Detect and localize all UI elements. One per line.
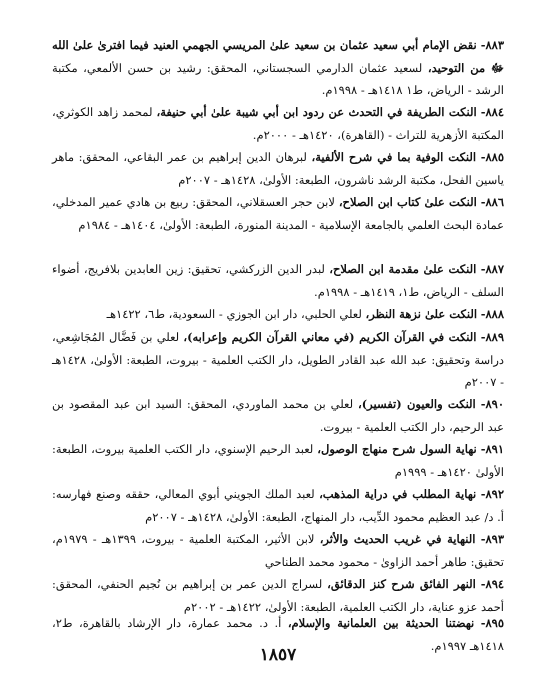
entry-number: ٨٩٤- xyxy=(480,577,505,591)
entry-title: النهر الفائق شرح كنز الدقائق، xyxy=(327,577,476,591)
entry-title: النكت علىٰ نزهة النظر، xyxy=(365,307,478,321)
bibliography-entry-885 xyxy=(52,146,504,191)
entry-details: لسعيد عثمان الدارمي السجستاني، المحقق: رشيد بن حسن الألمعي، مكتبة الرشد - الرياض، ط١ ١٤١٨هـ - ١٩٩٨م. xyxy=(52,60,504,97)
entry-details: لابن حجر العسقلاني، المحقق: ربيع بن هادي عمير المدخلي، عمادة البحث العلمي بالجامعة الإسلامية - المدينة المنورة، الطبعة: الأولىٰ، ١٤٠٤هـ - ١٩٨٤م xyxy=(52,195,504,232)
entry-number: ٨٩٢- xyxy=(480,487,504,501)
entry-number: ٨٩٣- xyxy=(480,532,504,546)
entry-number: ٨٨٧- xyxy=(480,262,505,276)
entry-title: النهاية في غريب الحديث والأثر، xyxy=(319,532,476,546)
bibliography-entry-887 xyxy=(52,258,504,303)
entry-number: ٨٨٣- xyxy=(480,38,505,52)
entry-details: لعلي بن محمد الماوردي، المحقق: السيد ابن عبد المقصود بن عبد الرحيم، دار الكتب العلمية - بيروت. xyxy=(52,397,504,434)
page-number: ١٨٥٧ xyxy=(259,645,297,665)
entry-title: نقض الإمام أبي سعيد عثمان بن سعيد علىٰ المريسي الجهمي العنيد فيما افترىٰ علىٰ الله ﷻ من التوحيد، xyxy=(52,38,505,75)
entry-details: لعبد الملك الجويني أبوي المعالي، حققه وصنع فهارسه: أ. د/ عبد العظيم محمود الدِّيب، دار المنهاج، الطبعة: الأولىٰ، ١٤٢٨هـ - ٢٠٠٧م xyxy=(52,487,504,524)
entry-details: لبدر الدين الزركشي، تحقيق: زين العابدين بلافريج، أضواء السلف - الرياض، ط١، ١٤١٩هـ - ١٩٩٨م. xyxy=(52,262,504,299)
entry-number: ٨٨٤- xyxy=(480,105,505,119)
entry-number: ٨٩٠- xyxy=(480,397,504,411)
bibliography-entry-886 xyxy=(52,191,504,236)
entry-title: النكت الوفية بما في شرح الألفية، xyxy=(311,150,477,164)
entry-title: نهضتنا الحديثة بين العلمانية والإسلام، xyxy=(287,616,475,630)
entry-title: نهاية السول شرح منهاج الوصول، xyxy=(317,442,477,456)
entry-title: النكت علىٰ مقدمة ابن الصلاح، xyxy=(329,262,477,276)
entry-number: ٨٩٥- xyxy=(480,616,505,630)
bibliography-entry-889 xyxy=(52,326,504,394)
entry-title: النكت والعيون (تفسير)، xyxy=(358,397,476,411)
entry-details: لعبد الرحيم الإسنوي، دار الكتب العلمية بيروت، الطبعة: الأولىٰ ١٤٢٠هـ - ١٩٩٩م xyxy=(52,442,504,479)
entry-details: أ. د. محمد عمارة، دار الإرشاد بالقاهرة، ط٢، ١٤١٨هـ ١٩٩٧م. xyxy=(52,616,504,653)
entry-number: ٨٨٥- xyxy=(480,150,505,164)
bibliography-entry-893 xyxy=(52,528,504,573)
entry-number: ٨٨٩- xyxy=(480,330,504,344)
entry-details: لعلي بن فَضَّال المُجَاشِعي، دراسة وتحقيق: عبد الله عبد القادر الطويل، دار الكتب العلمية - بيروت، الطبعة: الأولىٰ، ١٤٢٨هـ - ٢٠٠٧م xyxy=(52,330,504,389)
bibliography-entry-884 xyxy=(52,101,504,146)
entry-title: النكت علىٰ كتاب ابن الصلاح، xyxy=(338,195,477,209)
entry-details: لعلي الحلبي، دار ابن الجوزي - السعودية، ط٦، ١٤٢٢هـ xyxy=(106,307,362,321)
bibliography-entry-883 xyxy=(52,34,504,102)
entry-number: ٨٩١- xyxy=(480,442,504,456)
entry-title: النكت الطريفة في التحدث عن ردود ابن أبي شيبة علىٰ أبي حنيفة، xyxy=(156,105,477,119)
bibliography-entry-891 xyxy=(52,438,504,483)
bibliography-entry-892 xyxy=(52,483,504,528)
entry-details: لسراج الدين عمر بن إبراهيم بن نُجيم الحنفي، المحقق: أحمد عزو عناية، دار الكتب العلمية، الطبعة: الأولىٰ، ١٤٢٢هـ - ٢٠٠٢م xyxy=(52,577,504,614)
entry-number: ٨٨٨- xyxy=(480,307,504,321)
entry-details: لبرهان الدين إبراهيم بن عمر البقاعي، المحقق: ماهر ياسين الفحل، مكتبة الرشد ناشرون، الطبعة: الأولىٰ، ١٤٢٨هـ - ٢٠٠٧م xyxy=(52,150,504,187)
entry-number: ٨٨٦- xyxy=(480,195,505,209)
bibliography-entry-890 xyxy=(52,393,504,438)
entry-title: النكت في القرآن الكريم (في معاني القرآن الكريم وإعرابه)، xyxy=(183,330,477,344)
entry-details: لمحمد زاهد الكوثري، المكتبة الأزهرية للتراث - (القاهرة)، ١٤٢٠هـ - ٢٠٠٠م. xyxy=(52,105,504,142)
entry-title: نهاية المطلب في دراية المذهب، xyxy=(319,487,477,501)
bibliography-entry-888 xyxy=(52,303,504,326)
entry-details: لابن الأثير، المكتبة العلمية - بيروت، ١٣٩٩هـ - ١٩٧٩م، تحقيق: طاهر أحمد الزاوىٰ - محمود محمد الطناحي xyxy=(52,532,504,569)
